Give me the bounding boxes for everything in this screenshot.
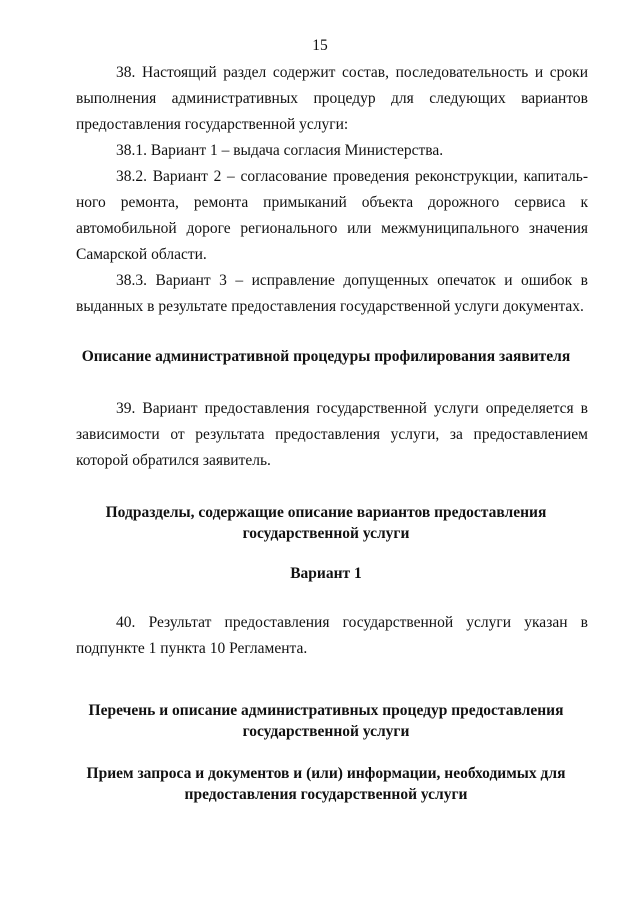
paragraph-40-line-1: 40. Результат предоставления государственной услуги указан в [116,614,588,631]
paragraph-38-2-line-1: 38.2. Вариант 2 – согласование проведения реконструкции, капиталь- [116,168,588,185]
paragraph-38-1-line-1: 38.1. Вариант 1 – выдача согласия Министерства. [116,142,444,159]
paragraph-39-line-1: 39. Вариант предоставления государственной услуги определяется в [116,400,588,417]
section-heading-request-reception-line-2: предоставления государственной услуги [184,786,468,803]
paragraph-38-2-line-3: автомобильной дороге регионального или межмуниципального значения [76,220,588,237]
paragraph-38-3-line-1: 38.3. Вариант 3 – исправление допущенных опечаток и ошибок в [116,272,588,289]
paragraph-38-2 [76,164,588,268]
paragraph-38 [76,60,588,138]
section-heading-request-reception-line-1: Прием запроса и документов и (или) информации, необходимых для [86,765,566,782]
paragraph-38-3-line-2: выданных в результате предоставления государственной услуги документах. [76,298,584,315]
section-heading-procedures-list-line-1: Перечень и описание административных процедур предоставления [88,702,564,719]
paragraph-38-2-line-4: Самарской области. [76,246,207,263]
paragraph-38-line-3: предоставления государственной услуги: [76,116,349,133]
paragraph-38-1 [76,138,588,164]
section-heading-procedures-list [60,700,592,742]
paragraph-38-3 [76,268,588,320]
paragraph-38-line-2: выполнения административных процедур для следующих вариантов [76,90,588,107]
page-number: 15 [312,37,328,54]
paragraph-39-line-2: зависимости от результата предоставления услуги, за предоставлением [76,426,588,443]
section-heading-subsections-line-2: государственной услуги [242,525,410,542]
paragraph-38-line-1: 38. Настоящий раздел содержит состав, последовательность и сроки [116,64,588,81]
section-heading-subsections [60,502,592,544]
section-heading-procedures-list-line-2: государственной услуги [242,723,410,740]
paragraph-39 [76,396,588,474]
paragraph-39-line-3: которой обратился заявитель. [76,452,271,469]
paragraph-38-2-line-2: ного ремонта, ремонта примыканий объекта дорожного сервиса к [76,194,588,211]
section-heading-variant-1: Вариант 1 [290,565,362,582]
paragraph-40 [76,610,588,662]
section-heading-subsections-line-1: Подразделы, содержащие описание вариантов предоставления [105,504,547,521]
section-heading-request-reception [60,763,592,805]
paragraph-40-line-2: подпункте 1 пункта 10 Регламента. [76,640,308,657]
section-heading-profiling: Описание административной процедуры профилирования заявителя [81,348,571,365]
